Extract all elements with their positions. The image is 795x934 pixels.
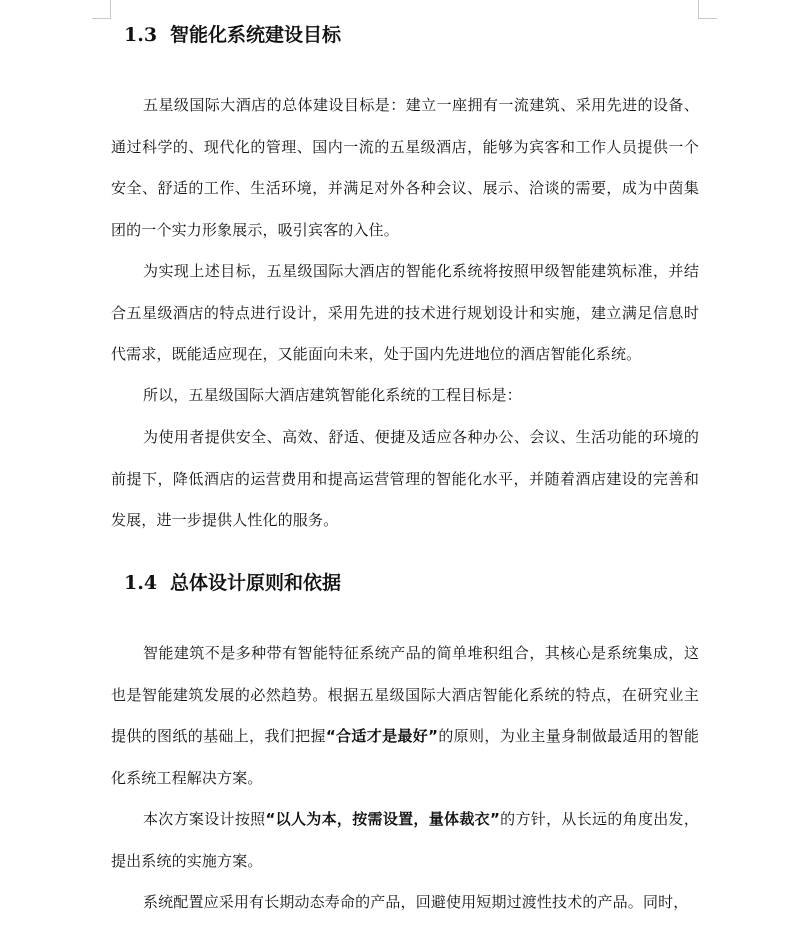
text-run: 的方针，从长远的角度出发，提出系统的实施方案。 [111, 810, 700, 870]
text-run: 的原则，为业主量身制做最适用的智能化系统工程解决方案。 [111, 727, 700, 787]
emphasis-principle: “合适才是最好” [325, 727, 439, 745]
section-number: 1.3 [124, 24, 158, 46]
paragraph-construction-goal: 五星级国际大酒店的总体建设目标是：建立一座拥有一流建筑、采用先进的设备、通过科学的、现代化的管理、国内一流的五星级酒店，能够为宾客和工作人员提供一个安全、舒适的工作、生活环境，并满足对外各种会议、展示、洽谈的需要，成为中茵集团的一个实力形象展示，吸引宾客的入住。 [111, 96, 699, 239]
section-title: 总体设计原则和依据 [170, 572, 342, 594]
emphasis-policy: “以人为本，按需设置，量体裁衣” [265, 810, 500, 828]
section-heading-1-4 [124, 571, 341, 595]
crop-mark-left [92, 0, 111, 19]
paragraph-engineering-goal-intro: 所以，五星级国际大酒店建筑智能化系统的工程目标是： [143, 386, 522, 404]
paragraph-product-selection: 系统配置应采用有长期动态寿命的产品，回避使用短期过渡性技术的产品。同时， [143, 893, 689, 911]
crop-mark-right [698, 0, 717, 19]
text-run: 智能建筑不是多种带有智能特征系统产品的简单堆积组合，其核心是系统集成，这也是智能建筑发展的必然趋势。根据五星级国际大酒店智能化系统的特点，在研究业主提供的图纸的基础上，我们把握 [111, 644, 699, 745]
text-run: 本次方案设计按照 [143, 810, 266, 828]
paragraph-engineering-goal: 为使用者提供安全、高效、舒适、便捷及适应各种办公、会议、生活功能的环境的前提下，降低酒店的运营费用和提高运营管理的智能化水平，并随着酒店建设的完善和发展，进一步提供人性化的服务。 [111, 428, 699, 529]
paragraph-standard: 为实现上述目标，五星级国际大酒店的智能化系统将按照甲级智能建筑标准，并结合五星级酒店的特点进行设计，采用先进的技术进行规划设计和实施，建立满足信息时代需求，既能适应现在，又能面向未来，处于国内先进地位的酒店智能化系统。 [111, 262, 699, 363]
paragraph-design-policy [111, 799, 699, 882]
section-heading-1-3 [124, 23, 341, 47]
section-title: 智能化系统建设目标 [170, 24, 342, 46]
section-number: 1.4 [124, 572, 158, 594]
paragraph-system-integration [111, 633, 699, 799]
